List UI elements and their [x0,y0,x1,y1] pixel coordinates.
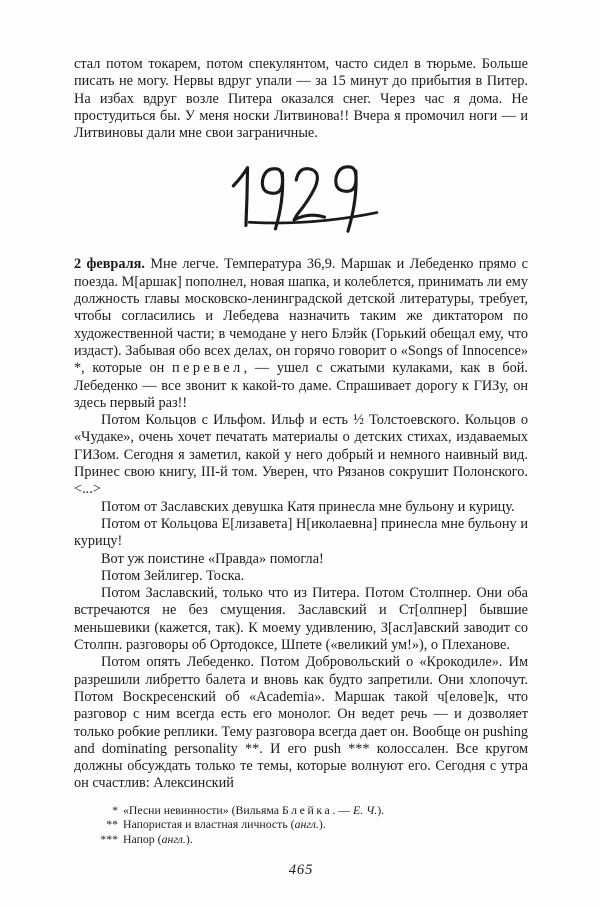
intro-paragraph: стал потом токарем, потом спекулянтом, часто сидел в тюрьме. Больше писать не могу. Нервы вдруг упали — за 15 минут до прибытия в Питер. На избах вдруг возле Питера оказался снег. Через час я дома. Не простудиться бы. У меня носки Литвинова!! Вчера я промочил ноги — и Литвиновы дали мне свои заграничные. [74,56,528,142]
footnote-1-mid: . — [332,802,354,817]
entry-p1-text-a: Мне легче. Температура 36,9. Маршак и Лебеденко прямо с поезда. М[аршак] пополнел, новая шапка, и колеблется, принимать ли ему должность главы московско-ленинградской детской литературы, требует, чтобы согласились и Лебедева назначить таким же диктатором по художественной части; в чемодане у него Блэйк (Горький обещал ему, что издаст). Забывая обо всех делах, он горячо говорит о «Songs of Innocence» *, которые он [74,256,528,377]
year-handwriting-1929 [216,161,386,245]
entry-paragraph-4: Потом от Кольцова Е[лизавета] Н[иколаевна] принесла мне бульону и курицу! [74,515,528,550]
emphasized-word-perevel: перевел [171,360,244,377]
footnote-2-marker: ** [106,817,118,832]
entry-paragraph-7: Потом Заславский, только что из Питера. Потом Столпнер. Они оба встречаются не без смущения. Заславский и Ст[олпнер] бывшие меньшевики (кажется, так). К моему удивлению, З[асл]авский заводит со Столпн. разговоры об Ортодоксе, Шпете («великий ум!»), о Плеханове. [74,585,528,654]
footnote-3 [94,832,528,847]
footnote-1-marker: * [112,802,118,817]
footnote-3-marker: *** [100,832,118,847]
entry-paragraph-3: Потом от Заславских девушка Катя принесла мне бульону и курицу. [101,498,515,515]
footnote-1-post: ). [377,802,385,817]
footnote-1-pre: «Песни невинности» (Вильяма [123,802,282,817]
entry-paragraph-8: Потом опять Лебеденко. Потом Добровольский о «Крокодиле». Им разрешили либретто балета и вновь как будто запретили. Они хлопочут. Потом Воскресенский об «Academia». Маршак такой ч[елове]к, что разговор с ним всегда есть его монолог. Он ведет речь — и дозволяет только робкие реплики. Тему разговора всегда дает он. Вообще он pushing and dominating personality **. И его push *** колоссален. Все кругом должны обсуждать только те темы, которые волнуют его. Сегодня с утра он счастлив: Алексинский [74,654,528,792]
footnote-2-italic: англ. [294,817,319,832]
entry-p1-text-b: , — ушел с сжатыми кулаками, как в бой. Лебеденко — все звонит к какой-то даме. Спрашивает дорогу к ГИЗу, он здесь первый раз!! [74,360,529,411]
footnote-3-pre: Напор ( [123,832,162,847]
text-block [74,56,528,793]
entry-paragraph-5: Вот уж поистине «Правда» помогла! [101,550,324,567]
entry-paragraph-6: Потом Зейлигер. Тоска. [101,567,245,584]
footnote-2-post: ). [318,817,326,832]
footnote-2-text [123,817,326,831]
footnote-3-post: ). [185,832,193,847]
footnote-1-italic: Е. Ч. [353,802,378,817]
page-number: 465 [288,862,314,879]
year-heading [74,163,528,243]
footnote-2 [94,817,528,832]
footnote-3-text [123,832,193,846]
entry-date: 2 февраля. [74,256,145,273]
footnote-2-pre: Напористая и властная личность ( [123,817,295,832]
footnote-1 [94,803,528,818]
entry-paragraph-1 [74,256,528,412]
footnote-3-italic: англ. [161,832,186,847]
footnote-1-spaced-name: Блейка [281,802,333,817]
footnote-1-text [123,803,384,817]
footnotes-block [94,803,528,847]
entry-paragraph-2: Потом Кольцов с Ильфом. Ильф и есть ½ Толстоевского. Кольцов о «Чудаке», очень хочет печатать материалы о детских стихах, издаваемых ГИЗом. Сегодня я заметил, какой у него добрый и немного наивный вид. Принес свою книгу, III-й том. Уверен, что Рязанов сокрушит Полонского. <...> [74,412,528,498]
